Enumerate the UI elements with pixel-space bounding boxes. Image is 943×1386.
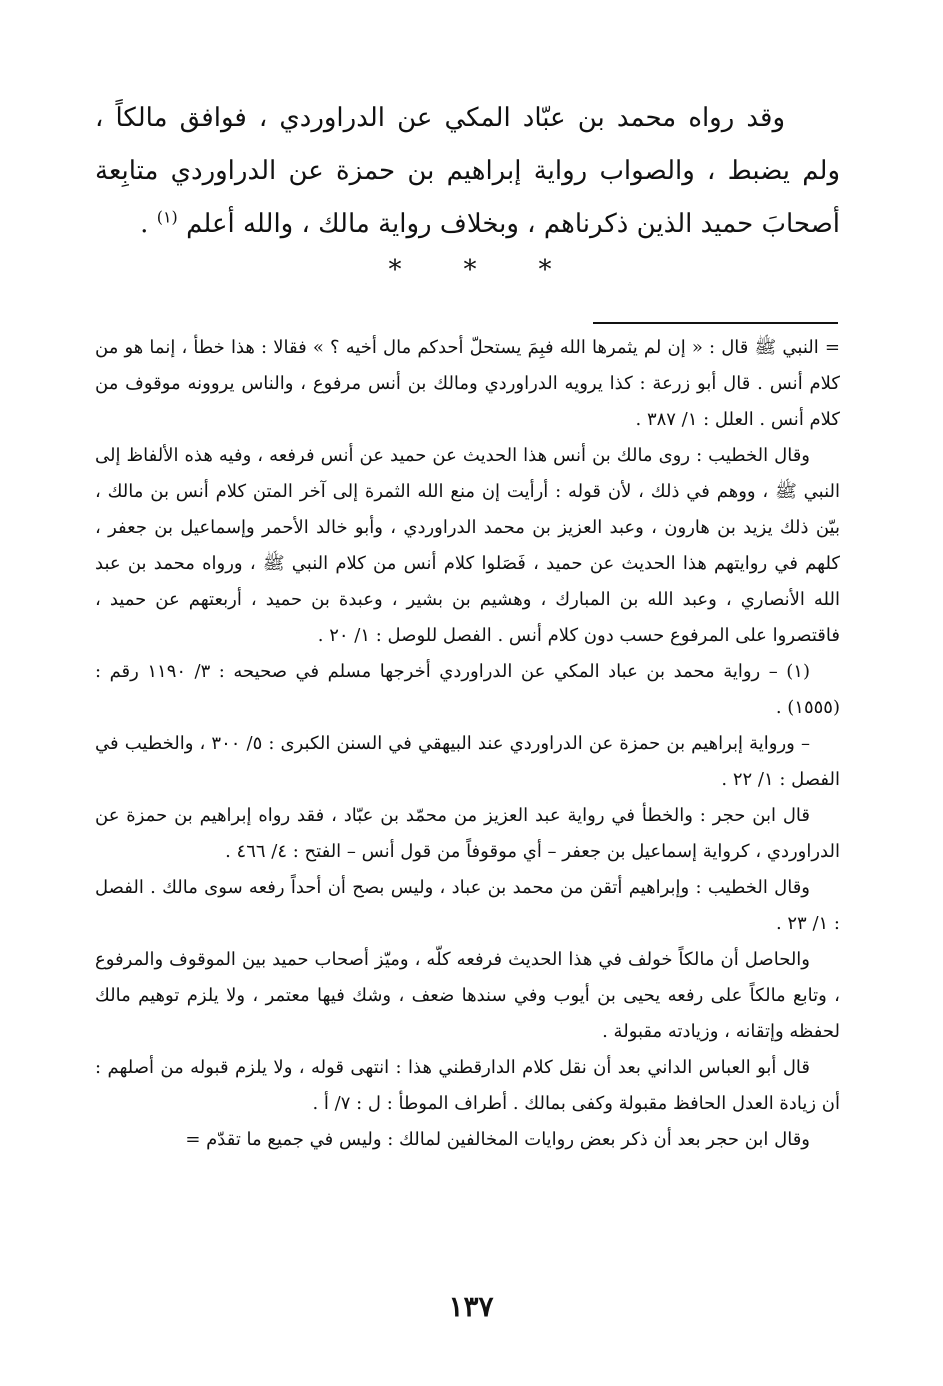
section-separator: [380, 255, 560, 285]
separator-star: *: [388, 255, 402, 285]
main-paragraph-text: وقد رواه محمد بن عبّاد المكي عن الدراوردي ، فوافق مالكاً ، ولم يضبط ، والصواب رواية إبراهيم بن حمزة عن الدراوردي متابِعة أصحابَ حميد الذين ذكرناهم ، وبخلاف رواية مالك ، والله أعلم: [95, 103, 840, 239]
footnote-paragraph: قال أبو العباس الداني بعد أن نقل كلام الدارقطني هذا : انتهى قوله ، ولا يلزم قبوله من أصلهم : أن زيادة العدل الحافظ مقبولة وكفى بمالك . أطراف الموطأ : ل : ٧/ أ .: [95, 1057, 840, 1114]
footnote-reference: (١): [156, 207, 178, 227]
separator-star: *: [463, 255, 477, 285]
footnotes-block: [95, 330, 840, 1158]
main-paragraph: [95, 92, 840, 251]
footnote-paragraph: وقال الخطيب : وإبراهيم أتقن من محمد بن عباد ، وليس بصح أن أحداً رفعه سوى مالك . الفصل : ١/ ٢٣ .: [95, 877, 840, 934]
footnote-paragraph: والحاصل أن مالكاً خولف في هذا الحديث فرفعه كلّه ، وميّز أصحاب حميد بين الموقوف والمرفوع ، وتابع مالكاً على رفعه يحيى بن أيوب وفي سندها ضعف ، وشك فيها معتمر ، ولا يلزم توهيم مالك لحفظه وإتقانه ، وزيادته مقبولة .: [95, 949, 840, 1042]
main-text-block: [95, 92, 840, 251]
page-number: ١٣٧: [448, 1290, 494, 1323]
footnote-paragraph: وقال الخطيب : روى مالك بن أنس هذا الحديث عن حميد عن أنس فرفعه ، وفيه هذه الألفاظ إلى النبي ﷺ ، ووهم في ذلك ، لأن قوله : أرأيت إن منع الله الثمرة إلى آخر المتن كلام أنس بن مالك ، بيّن ذلك يزيد بن هارون ، وعبد العزيز بن محمد الدراوردي ، وأبو خالد الأحمر وإسماعيل بن جعفر ، كلهم في روايتهم هذا الحديث عن حميد ، فَصَلوا كلام أنس من كلام النبي ﷺ ، ورواه محمد بن عبد الله الأنصاري ، وعبد الله بن المبارك ، وهشيم بن بشير ، وعبدة بن حميد ، أربعتهم عن حميد ، فاقتصروا على المرفوع حسب دون كلام أنس . الفصل للوصل : ١/ ٢٠ .: [95, 445, 840, 646]
footnote-paragraph: – ورواية إبراهيم بن حمزة عن الدراوردي عند البيهقي في السنن الكبرى : ٥/ ٣٠٠ ، والخطيب في الفصل : ١/ ٢٢ .: [95, 733, 840, 790]
footnote-paragraph: = النبي ﷺ قال : « إن لم يثمرها الله فبِمَ يستحلّ أحدكم مال أخيه ؟ » فقالا : هذا خطأ ، إنما هو من كلام أنس . قال أبو زرعة : كذا يرويه الدراوردي ومالك بن أنس مرفوع ، والناس يروونه موقوف من كلام أنس . العلل : ١/ ٣٨٧ .: [95, 337, 840, 430]
footnote-divider: [593, 322, 838, 324]
footnote-paragraph: (١) – رواية محمد بن عباد المكي عن الدراوردي أخرجها مسلم في صحيحه : ٣/ ١١٩٠ رقم : (١٥٥٥) .: [95, 661, 840, 718]
footnote-paragraph: قال ابن حجر : والخطأ في رواية عبد العزيز من محمّد بن عبّاد ، فقد رواه إبراهيم بن حمزة عن الدراوردي ، كرواية إسماعيل بن جعفر – أي موقوفاً من قول أنس – الفتح : ٤/ ٤٦٦ .: [95, 805, 840, 862]
main-paragraph-end: .: [140, 209, 157, 239]
footnote-paragraph: وقال ابن حجر بعد أن ذكر بعض روايات المخالفين لمالك : وليس في جميع ما تقدّم =: [185, 1129, 810, 1150]
separator-star: *: [538, 255, 552, 285]
